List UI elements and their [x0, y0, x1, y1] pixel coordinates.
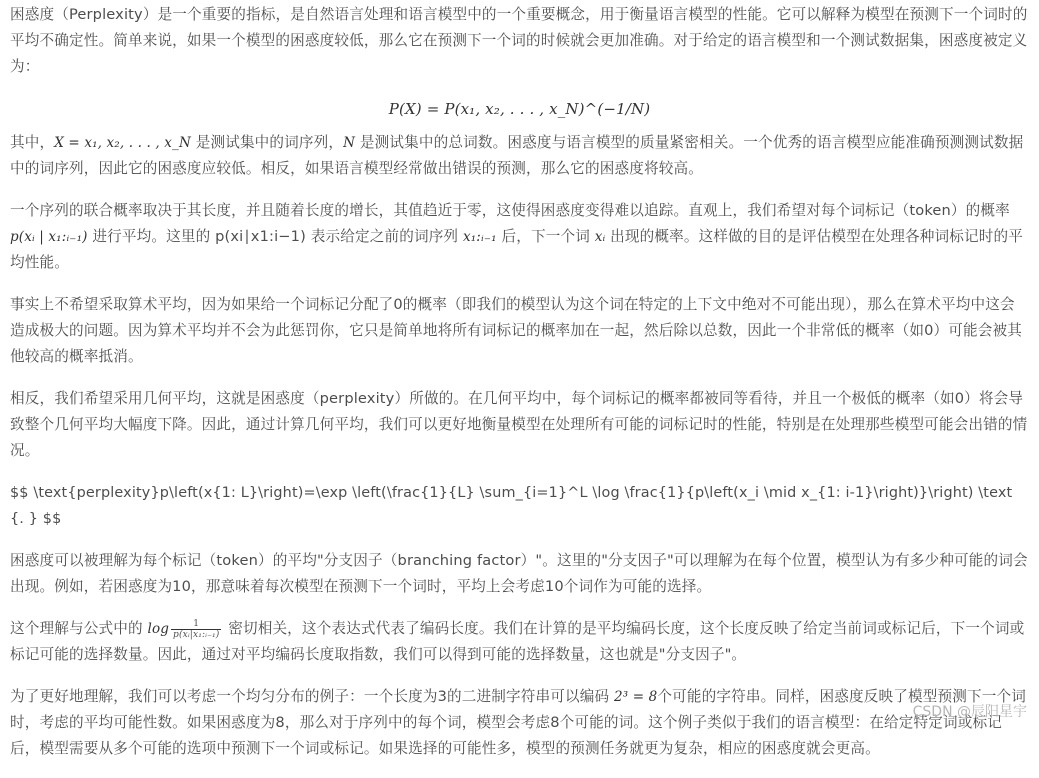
- text-segment: 后，下一个词: [496, 228, 595, 245]
- math-n: N: [343, 135, 356, 151]
- encoding-length-paragraph: [10, 616, 1029, 668]
- text-segment: 进行平均。这里的 p(xi∣x1:i−1) 表示给定之前的词序列: [87, 228, 463, 245]
- text-segment: 是测试集中的总词数。困惑度与语言模型的质量紧密相关。一个优秀的语言模型应能准确预测测试数据中的词序列，因此它的困惑度应较低。相反，如果语言模型经常做出错误的预测，那么它的困惑度将较高。: [10, 134, 1024, 177]
- branching-factor-paragraph: 困惑度可以被理解为每个标记（token）的平均"分支因子（branching factor）"。这里的"分支因子"可以理解为在每个位置，模型认为有多少种可能的词会出现。例如，若困惑度为10，那意味着每次模型在预测下一个词时，平均上会考虑10个词作为可能的选择。: [10, 552, 1028, 595]
- text-segment: 其中，: [10, 134, 55, 151]
- text-segment: 密切相关，这个表达式代表了编码长度。我们在计算的是平均编码长度，这个长度反映了给定当前词或标记后，下一个词或标记可能的选择数量。因此，通过对平均编码长度取指数，我们可以得到可能的选择数量，这也就是"分支因子"。: [10, 620, 1025, 663]
- intro-paragraph: 困惑度（Perplexity）是一个重要的指标，是自然语言处理和语言模型中的一个重要概念，用于衡量语言模型的性能。它可以解释为模型在预测下一个词时的平均不确定性。简单来说，如果一个模型的困惑度较低，那么它在预测下一个词的时候就会更加准确。对于给定的语言模型和一个测试数据集，困惑度被定义为：: [10, 6, 1028, 75]
- text-segment: 为了更好地理解，我们可以考虑一个均匀分布的例子：一个长度为3的二进制字符串可以编码: [10, 688, 614, 705]
- joint-probability-paragraph: [10, 198, 1029, 276]
- math-two-cubed: 2³ = 8: [613, 689, 658, 705]
- arithmetic-mean-paragraph: 事实上不希望采取算术平均，因为如果给一个词标记分配了0的概率（即我们的模型认为这个词在特定的上下文中绝对不可能出现），那么在算术平均中这会造成极大的问题。因为算术平均并不会为此惩罚你，它只是简单地将所有词标记的概率加在一起，然后除以总数，因此一个非常低的概率（如0）可能会被其他较高的概率抵消。: [10, 296, 1023, 365]
- perplexity-formula: P(X) = P(x₁, x₂, . . . , x_N)^(−1/N): [388, 100, 651, 118]
- math-sequence-x: X = x₁, x₂, . . . , x_N: [54, 135, 191, 151]
- uniform-example-paragraph: [10, 684, 1029, 762]
- csdn-watermark: CSDN @辰阳星宇: [912, 704, 1027, 720]
- raw-latex-formula: $$ \text{perplexity}p\left(x{1: L}\right)=\exp \left(\frac{1}{L} \sum_{i=1}^L \log \frac{1}{p\left(x_i \mid x_{1: i-1}\right)}\right) \text {. } $$: [10, 485, 1013, 527]
- article-body: [10, 2, 1029, 778]
- definition-paragraph: [10, 130, 1029, 182]
- text-segment: 这个理解与公式中的: [10, 620, 148, 637]
- text-segment: 一个序列的联合概率取决于其长度，并且随着长度的增长，其值趋近于零，这使得困惑度变得难以追踪。直观上，我们希望对每个词标记（token）的概率: [10, 202, 1010, 219]
- math-prefix-sequence: x₁:ᵢ₋₁: [462, 229, 497, 245]
- fraction-numerator: 1: [171, 619, 221, 630]
- text-segment: 是测试集中的词序列，: [190, 134, 344, 151]
- text-segment: 个可能的字符串。同样，困惑度反映了模型预测下一个词时，考虑的平均可能性数。如果困惑度为8，那么对于序列中的每个词，模型会考虑8个可能的词。这个例子类似于我们的语言模型：在给定特定词或标记后，模型需要从多个可能的选项中预测下一个词或标记。如果选择的可能性多，模型的预测任务就更为复杂，相应的困惑度就会更高。: [10, 688, 1026, 757]
- math-log: log: [147, 621, 170, 637]
- fraction-denominator: p(xᵢ|x₁:ᵢ₋₁): [173, 629, 220, 640]
- text-segment: 出现的概率。这样做的目的是评估模型在处理各种词标记时的平均性能。: [10, 228, 1024, 271]
- math-fraction: [171, 619, 221, 640]
- geometric-mean-paragraph: 相反，我们希望采用几何平均，这就是困惑度（perplexity）所做的。在几何平均中，每个词标记的概率都被同等看待，并且一个极低的概率（如0）将会导致整个几何平均大幅度下降。因此，通过计算几何平均，我们可以更好地衡量模型在处理所有可能的词标记时的性能，特别是在处理那些模型可能会出错的情况。: [10, 390, 1028, 459]
- math-conditional-prob: p(xᵢ | x₁:ᵢ₋₁): [10, 229, 88, 245]
- math-xi: xᵢ: [594, 229, 606, 245]
